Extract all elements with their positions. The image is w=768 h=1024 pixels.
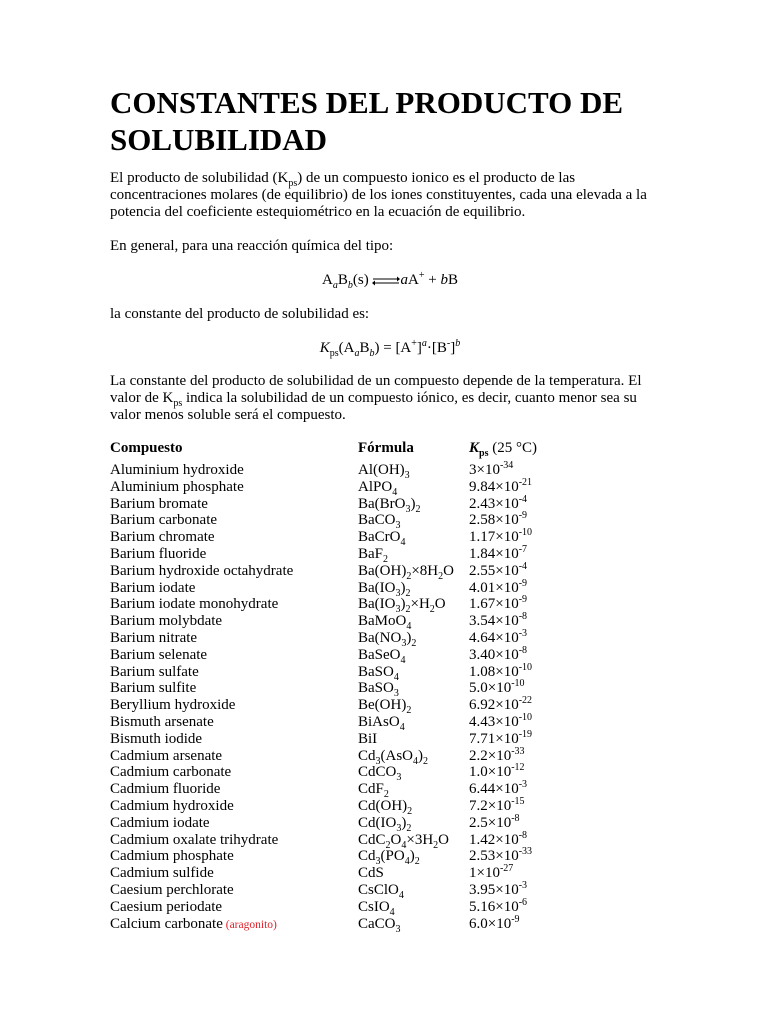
table-row bbox=[110, 613, 589, 630]
kps-value: $5.16\times 10^{-6}$ bbox=[469, 896, 528, 915]
compound-name: Barium fluoride bbox=[110, 545, 207, 562]
table-row bbox=[110, 462, 589, 479]
compound-formula: BaCrO$_4$ bbox=[358, 529, 406, 549]
table-row bbox=[110, 882, 589, 899]
table-row bbox=[110, 680, 589, 697]
compound-formula: $Cd_3(PO_4)_2$ bbox=[358, 848, 420, 868]
kps-value: $7.2\times 10^{-15}$ bbox=[469, 795, 525, 814]
table-row bbox=[110, 815, 589, 832]
compound-name: Cadmium phosphate bbox=[110, 848, 234, 865]
compound-formula: $Ba(IO_3)_2\times H_2O$ bbox=[358, 596, 446, 616]
table-row bbox=[110, 647, 589, 664]
compound-name: Cadmium arsenate bbox=[110, 747, 223, 764]
table-row bbox=[110, 832, 589, 849]
kps-value: $1\times 10^{-27}$ bbox=[469, 863, 514, 882]
compound-formula: CdF$_2$ bbox=[358, 781, 389, 801]
equilibrium-arrows-icon bbox=[372, 275, 400, 287]
compound-formula: $Cd(OH)_2$ bbox=[358, 797, 413, 817]
kps-value: $3.40\times 10^{-8}$ bbox=[469, 644, 528, 663]
kps-value: $1.08\times 10^{-10}$ bbox=[469, 661, 533, 680]
compound-formula: CsClO$_4$ bbox=[358, 881, 404, 901]
constant-intro-paragraph: la constante del producto de solubilidad es: bbox=[110, 306, 370, 322]
compound-name: Beryllium hydroxide bbox=[110, 697, 236, 714]
table-row bbox=[110, 546, 589, 563]
compound-formula: BiI bbox=[358, 730, 378, 747]
kps-value: $6.92\times 10^{-22}$ bbox=[469, 695, 533, 714]
compound-formula: CdCO$_3$ bbox=[358, 764, 402, 784]
compound-formula: BaMoO$_4$ bbox=[358, 613, 412, 633]
header-kps: $K_{ps}$ (25 °C) bbox=[469, 440, 537, 459]
compound-name: Barium selenate bbox=[110, 646, 208, 663]
compound-formula: $Cd_3(AsO_4)_2$ bbox=[358, 747, 429, 767]
kps-value: $1.17\times 10^{-10}$ bbox=[469, 527, 533, 546]
compound-formula: BaCO$_3$ bbox=[358, 512, 401, 532]
table-row bbox=[110, 529, 589, 546]
compound-formula: $Be(OH)_2$ bbox=[358, 697, 412, 717]
kps-value: $6.44\times 10^{-3}$ bbox=[469, 779, 528, 798]
compound-formula: BaSO$_3$ bbox=[358, 680, 399, 700]
compound-formula: CdS bbox=[358, 865, 384, 882]
compound-formula: $Al(OH)_3$ bbox=[358, 462, 410, 481]
kps-value: $2.43\times 10^{-4}$ bbox=[469, 493, 528, 512]
compound-name: Barium hydroxide octahydrate bbox=[110, 562, 294, 579]
compound-name: Barium iodate bbox=[110, 579, 196, 596]
compound-name: Calcium carbonate (aragonito) bbox=[110, 915, 277, 932]
kps-value: $7.71\times 10^{-19}$ bbox=[469, 728, 533, 747]
compound-formula: BiAsO$_4$ bbox=[358, 713, 405, 733]
compound-name: Barium chromate bbox=[110, 529, 215, 546]
compound-formula: BaSeO$_4$ bbox=[358, 646, 406, 666]
kps-table bbox=[110, 438, 589, 933]
compound-name: Cadmium sulfide bbox=[110, 865, 214, 882]
kps-value: $4.01\times 10^{-9}$ bbox=[469, 577, 528, 596]
compound-formula: CaCO$_3$ bbox=[358, 915, 401, 935]
table-row bbox=[110, 697, 589, 714]
kps-value: $2.2\times 10^{-33}$ bbox=[469, 745, 525, 764]
header-compound: Compuesto bbox=[110, 440, 183, 456]
general-paragraph: En general, para una reacción química del tipo: bbox=[110, 238, 394, 254]
compound-formula: $Cd(IO_3)_2$ bbox=[358, 814, 412, 834]
kps-value: $3.95\times 10^{-3}$ bbox=[469, 879, 528, 898]
intro-paragraph: El producto de solubilidad $(K_{ps})$ de un compuesto ionico es el producto de las concentraciones molares (de equilibrio) de los iones constituyentes, cada una elevada a la potencia del coeficiente estequiométrico en la ecuación de equilibrio. bbox=[110, 170, 647, 220]
compound-name: Bismuth iodide bbox=[110, 730, 203, 747]
compound-name: Cadmium oxalate trihydrate bbox=[110, 831, 279, 848]
kps-value: $1.67\times 10^{-9}$ bbox=[469, 594, 528, 613]
temperature-paragraph: La constante del producto de solubilidad de un compuesto depende de la temperatura. El valor de $K_{ps}$ indica la solubilidad de un compuesto iónico, es decir, cuanto menor sea su valor menos soluble será el compuesto. bbox=[110, 373, 642, 423]
compound-formula: $Ba(NO_3)_2$ bbox=[358, 629, 417, 649]
kps-value: $2.55\times 10^{-4}$ bbox=[469, 560, 528, 579]
compound-name: Bismuth arsenate bbox=[110, 713, 214, 730]
kps-value: $1.0\times 10^{-12}$ bbox=[469, 762, 525, 781]
compound-formula: BaSO$_4$ bbox=[358, 663, 399, 683]
compound-name: Aluminium phosphate bbox=[110, 478, 244, 495]
compound-formula: $Ba(IO_3)_2$ bbox=[358, 579, 411, 599]
compound-name: Barium sulfite bbox=[110, 680, 197, 697]
compound-name: Cadmium carbonate bbox=[110, 764, 232, 781]
compound-formula: BaF$_2$ bbox=[358, 545, 389, 565]
compound-name: Caesium periodate bbox=[110, 898, 223, 915]
compound-name: Aluminium hydroxide bbox=[110, 462, 244, 478]
kps-value: $2.5\times 10^{-8}$ bbox=[469, 812, 520, 831]
kps-value: $3.54\times 10^{-8}$ bbox=[469, 611, 528, 630]
compound-name: Barium carbonate bbox=[110, 512, 218, 529]
compound-formula: $Ba(OH)_2\times 8H_2O$ bbox=[358, 562, 454, 582]
kps-value: $4.64\times 10^{-3}$ bbox=[469, 627, 528, 646]
title-line-2: SOLUBILIDAD bbox=[110, 122, 328, 157]
table-header-row bbox=[110, 438, 589, 462]
table-row bbox=[110, 496, 589, 513]
compound-name: Cadmium hydroxide bbox=[110, 797, 234, 814]
kps-value: $3\times 10^{-34}$ bbox=[469, 460, 514, 478]
table-body bbox=[110, 462, 589, 933]
table-row bbox=[110, 630, 589, 647]
kps-value: $5.0\times 10^{-10}$ bbox=[469, 678, 525, 697]
compound-name: Caesium perchlorate bbox=[110, 881, 234, 898]
kps-value: $9.84\times 10^{-21}$ bbox=[469, 476, 533, 495]
kps-equation: $K_{ps}(A_aB_b) = [A^+]^a\cdot[B^-]^b$ bbox=[319, 338, 461, 359]
compound-formula: CsIO$_4$ bbox=[358, 898, 395, 918]
table-row bbox=[110, 479, 589, 496]
kps-value: $4.43\times 10^{-10}$ bbox=[469, 711, 533, 730]
compound-name: Barium iodate monohydrate bbox=[110, 596, 279, 613]
table-row bbox=[110, 512, 589, 529]
page-title bbox=[110, 84, 670, 158]
reaction-equation: $A_aB_b(s) aA^+$ + bB bbox=[322, 270, 458, 291]
compound-name: Barium molybdate bbox=[110, 613, 223, 630]
compound-formula: $CdC_2O_4\times 3H_2O$ bbox=[358, 831, 449, 851]
compound-formula: AlPO$_4$ bbox=[358, 478, 398, 498]
table-row bbox=[110, 865, 589, 882]
compound-formula: $Ba(BrO_3)_2$ bbox=[358, 495, 421, 515]
kps-value: $2.58\times 10^{-9}$ bbox=[469, 510, 528, 529]
table-row bbox=[110, 580, 589, 597]
kps-value: $2.53\times 10^{-33}$ bbox=[469, 846, 533, 865]
kps-value: $6.0\times 10^{-9}$ bbox=[469, 913, 520, 932]
compound-name: Barium nitrate bbox=[110, 629, 198, 646]
compound-name: Barium bromate bbox=[110, 495, 208, 512]
compound-name: Barium sulfate bbox=[110, 663, 199, 680]
kps-value: $1.42\times 10^{-8}$ bbox=[469, 829, 528, 848]
kps-value: $1.84\times 10^{-7}$ bbox=[469, 543, 528, 562]
compound-note: (aragonito) bbox=[222, 918, 277, 931]
table-row bbox=[110, 563, 589, 580]
header-formula: Fórmula bbox=[358, 440, 414, 456]
compound-name: Cadmium fluoride bbox=[110, 781, 221, 798]
table-row bbox=[110, 848, 589, 865]
table-row bbox=[110, 714, 589, 731]
compound-name: Cadmium iodate bbox=[110, 814, 210, 831]
title-line-1: CONSTANTES DEL PRODUCTO DE bbox=[110, 85, 624, 120]
table-row bbox=[110, 596, 589, 613]
table-row bbox=[110, 764, 589, 781]
table-row bbox=[110, 916, 589, 934]
